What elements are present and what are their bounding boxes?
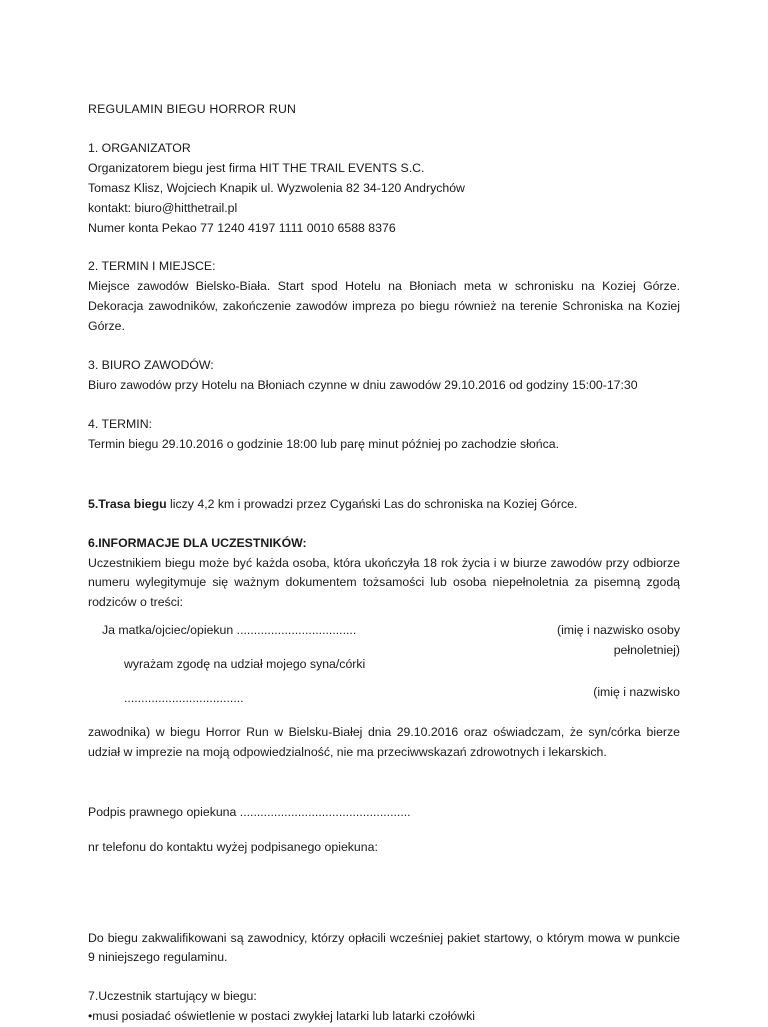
spacer	[88, 238, 680, 257]
qualification-paragraph: Do biegu zakwalifikowani są zawodnicy, którzy opłacili wcześniej pakiet startowy, o którym mowa w punkcie 9 niniejszego regulaminu.	[88, 930, 680, 965]
document-title: REGULAMIN BIEGU HORROR RUN	[88, 102, 297, 116]
document-body	[88, 100, 680, 1027]
spacer	[88, 910, 680, 929]
consent-note-1	[460, 621, 680, 660]
consent-line-1: Ja matka/ojciec/opiekun ...................................	[102, 623, 357, 638]
consent-block	[88, 621, 680, 709]
organizator-line-3: kontakt: biuro@hitthetrail.pl	[88, 200, 238, 215]
consent-closing: zawodnika) w biegu Horror Run w Bielsku-Białej dnia 29.10.2016 oraz oświadczam, że syn/córka bierze udział w imprezie na moją odpowiedzialność, nie ma przeciwwskazań zdrowotnych i lekarskich.	[88, 724, 680, 759]
spacer	[88, 823, 680, 838]
spacer	[88, 120, 680, 139]
organizator-line-2: Tomasz Klisz, Wojciech Knapik ul. Wyzwolenia 82 34-120 Andrychów	[88, 180, 465, 195]
spacer	[88, 337, 680, 356]
spacer	[88, 396, 680, 415]
consent-note-2-line-1: (imię i nazwisko	[593, 685, 680, 700]
section-heading-informacje: 6.INFORMACJE DLA UCZESTNIKÓW:	[88, 535, 307, 550]
section-heading-termin: 4. TERMIN:	[88, 416, 153, 431]
participants-intro: Uczestnikiem biegu może być każda osoba, która ukończyła 18 rok życia i w biurze zawodów przy odbiorze numeru wylegitymuje się ważnym dokumentem tożsamości lub osoba niepełnoletnia za pisemną zgodą rodziców o treści:	[88, 555, 680, 610]
starter-bullet-1: •musi posiadać oświetlenie w postaci zwykłej latarki lub latarki czołówki	[88, 1009, 476, 1024]
section-body-biuro: Biuro zawodów przy Hotelu na Błoniach czynne w dniu zawodów 29.10.2016 od godziny 15:00-17:30	[88, 377, 638, 392]
consent-note-1-line-1: (imię i nazwisko osoby	[556, 623, 680, 638]
section-heading-biuro: 3. BIURO ZAWODÓW:	[88, 358, 214, 373]
route-text: liczy 4,2 km i prowadzi przez Cygański Las do schroniska na Koziej Górce.	[166, 496, 578, 511]
spacer	[88, 455, 680, 495]
spacer	[88, 968, 680, 987]
organizator-line-1: Organizatorem biegu jest firma HIT THE TRAIL EVENTS S.C.	[88, 160, 425, 175]
consent-line-3: ...................................	[124, 691, 244, 706]
consent-note-2	[460, 683, 680, 703]
organizator-line-4: Numer konta Pekao 77 1240 4197 1111 0010 6588 8376	[88, 220, 396, 235]
spacer	[88, 515, 680, 534]
consent-note-1-line-2: pełnoletniej)	[613, 642, 680, 657]
section-body-termin-miejsce: Miejsce zawodów Bielsko-Biała. Start spod Hotelu na Błoniach meta w schronisku na Koziej Górze. Dekoracja zawodników, zakończenie zawodów impreza po biegu również na terenie Schroniska na Koziej Górze.	[88, 279, 680, 334]
consent-line-2: wyrażam zgodę na udział mojego syna/córki	[124, 657, 366, 672]
route-label: 5.Trasa biegu	[88, 496, 167, 511]
spacer	[88, 858, 680, 910]
section-heading-termin-miejsce: 2. TERMIN I MIEJSCE:	[88, 259, 216, 274]
section-body-termin: Termin biegu 29.10.2016 o godzinie 18:00 lub parę minut później po zachodzie słońca.	[88, 436, 560, 451]
spacer	[88, 763, 680, 803]
section-heading-organizator: 1. ORGANIZATOR	[88, 140, 191, 155]
section-heading-uczestnik: 7.Uczestnik startujący w biegu:	[88, 989, 257, 1004]
route-paragraph	[88, 495, 680, 515]
phone-line: nr telefonu do kontaktu wyżej podpisanego opiekuna:	[88, 839, 378, 854]
signature-line: Podpis prawnego opiekuna ..................................................	[88, 804, 411, 819]
